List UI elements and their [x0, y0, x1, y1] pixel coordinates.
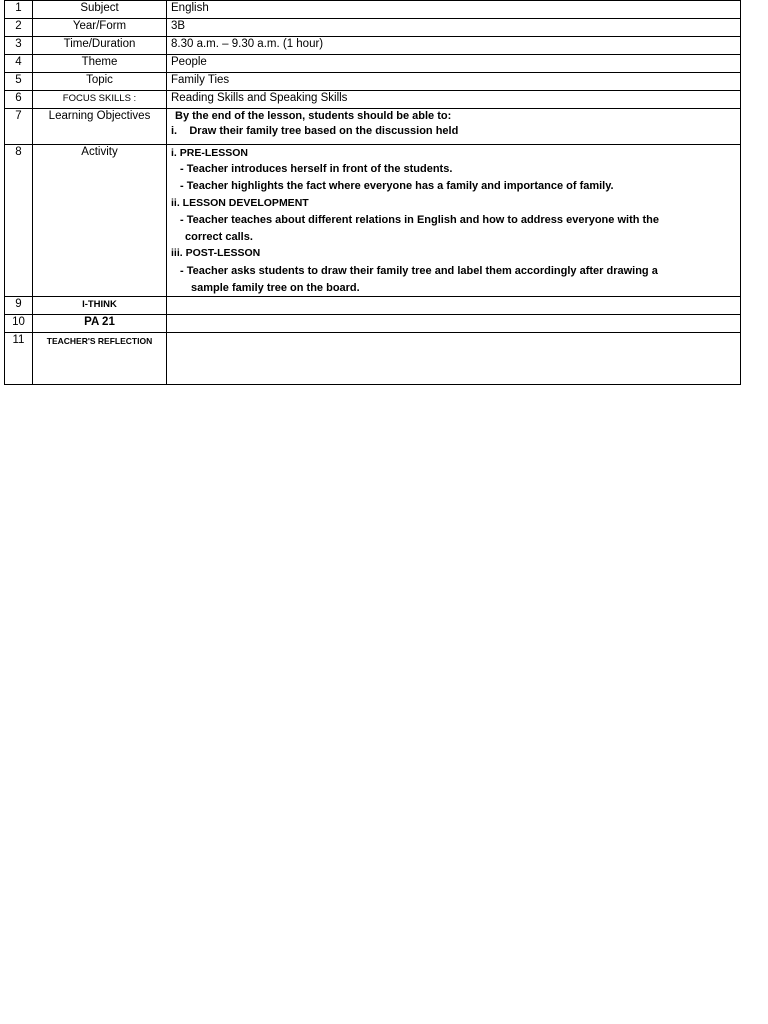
row-label: Year/Form	[33, 19, 167, 37]
row-label: TEACHER'S REFLECTION	[33, 333, 167, 385]
table-row	[5, 297, 741, 315]
row-value	[167, 297, 741, 315]
lesson-development-step: - Teacher teaches about different relations in English and how to address everyone with the	[180, 214, 660, 226]
table-row	[5, 315, 741, 333]
row-value: English	[167, 1, 741, 19]
post-lesson-step-cont: sample family tree on the board.	[191, 282, 360, 294]
row-value: Reading Skills and Speaking Skills	[167, 91, 741, 109]
table-row	[5, 19, 741, 37]
table-row	[5, 91, 741, 109]
table-row	[5, 55, 741, 73]
objective-item	[171, 124, 736, 139]
pre-lesson-heading: i. PRE-LESSON	[171, 147, 249, 159]
table-row	[5, 145, 741, 297]
row-label: PA 21	[33, 315, 167, 333]
row-label: Activity	[33, 145, 167, 297]
pre-lesson-step: - Teacher introduces herself in front of the students.	[180, 163, 453, 175]
row-label: Learning Objectives	[33, 109, 167, 145]
lesson-development-step-cont: correct calls.	[185, 231, 253, 243]
row-value	[167, 315, 741, 333]
row-number: 3	[5, 37, 33, 55]
row-number: 10	[5, 315, 33, 333]
row-number: 8	[5, 145, 33, 297]
row-number: 11	[5, 333, 33, 385]
lesson-development-heading: ii. LESSON DEVELOPMENT	[171, 197, 309, 209]
row-label: Topic	[33, 73, 167, 91]
row-value: People	[167, 55, 741, 73]
objective-marker: i.	[171, 125, 178, 137]
row-number: 1	[5, 1, 33, 19]
row-number: 2	[5, 19, 33, 37]
row-number: 7	[5, 109, 33, 145]
row-number: 5	[5, 73, 33, 91]
lesson-plan-table	[4, 0, 741, 385]
table-row	[5, 109, 741, 145]
row-value	[167, 333, 741, 385]
learning-objectives-cell	[167, 109, 741, 145]
objective-text: Draw their family tree based on the discussion held	[189, 125, 459, 137]
row-label: Subject	[33, 1, 167, 19]
objectives-intro: By the end of the lesson, students should be able to:	[175, 110, 452, 122]
table-row	[5, 333, 741, 385]
row-label: FOCUS SKILLS :	[33, 91, 167, 109]
row-label: Theme	[33, 55, 167, 73]
row-value: 8.30 a.m. – 9.30 a.m. (1 hour)	[167, 37, 741, 55]
table-row	[5, 37, 741, 55]
post-lesson-step: - Teacher asks students to draw their family tree and label them accordingly after drawing a	[180, 265, 658, 277]
row-value: Family Ties	[167, 73, 741, 91]
row-value: 3B	[167, 19, 741, 37]
row-number: 4	[5, 55, 33, 73]
row-label: I-THINK	[33, 297, 167, 315]
row-number: 6	[5, 91, 33, 109]
table-row	[5, 73, 741, 91]
table-row	[5, 1, 741, 19]
activity-cell	[167, 145, 741, 297]
post-lesson-heading: iii. POST-LESSON	[171, 247, 261, 259]
row-label: Time/Duration	[33, 37, 167, 55]
pre-lesson-step: - Teacher highlights the fact where everyone has a family and importance of family.	[180, 180, 614, 192]
row-number: 9	[5, 297, 33, 315]
